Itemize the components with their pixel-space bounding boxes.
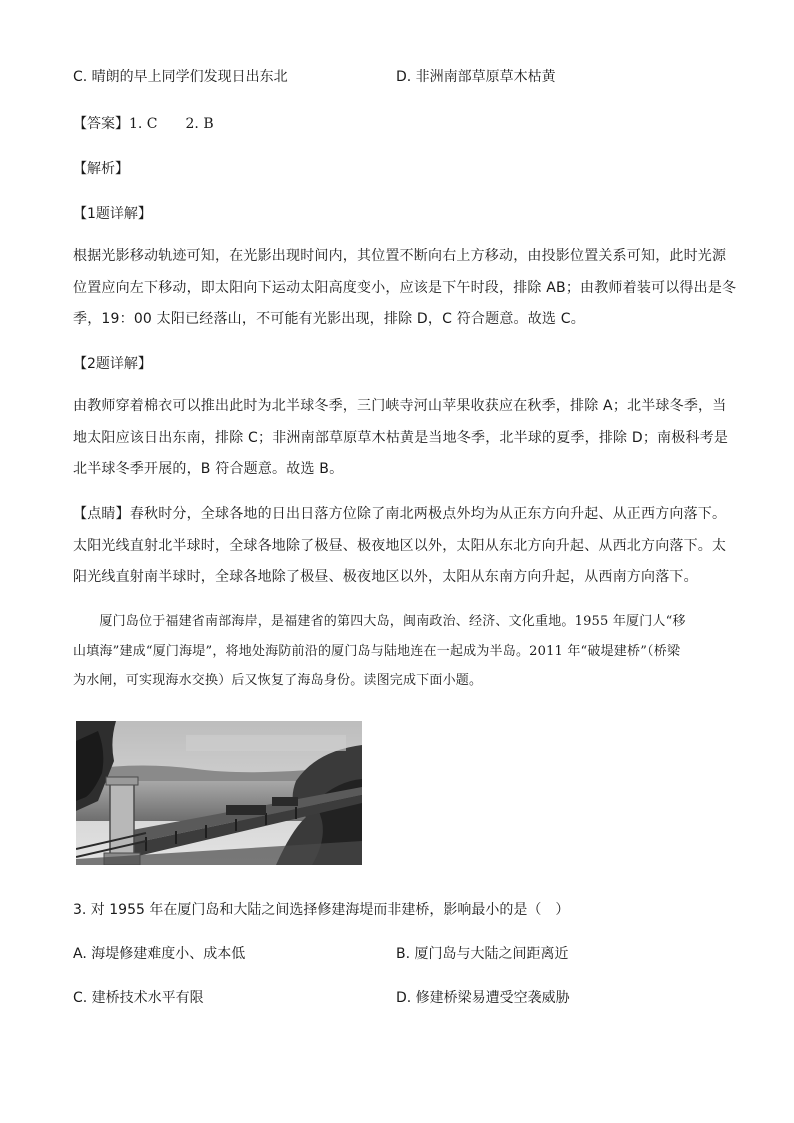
question-3-option-a[interactable]: A. 海堤修建难度小、成本低 <box>73 946 246 962</box>
question-3-option-c[interactable]: C. 建桥技术水平有限 <box>73 990 204 1006</box>
question-3-stem: 3. 对 1955 年在厦门岛和大陆之间选择修建海堤而非建桥，影响最小的是（ ） <box>73 902 570 918</box>
tip-block <box>73 499 727 594</box>
tip-line: 太阳光线直射北半球时，全球各地除了极昼、极夜地区以外，太阳从东北方向升起、从西北方向落下。太 <box>73 537 727 554</box>
reading-passage <box>73 607 723 696</box>
tip-line <box>73 499 727 531</box>
question-3-option-b[interactable]: B. 厦门岛与大陆之间距离近 <box>396 946 569 962</box>
tip-line: 阳光线直射南半球时，全球各地除了极昼、极夜地区以外，太阳从东南方向升起，从西南方向落下。 <box>73 569 698 585</box>
passage-line: 为水闸，可实现海水交换）后又恢复了海岛身份。读图完成下面小题。 <box>73 673 483 688</box>
passage-line: 山填海”建成“厦门海堤”，将地处海防前沿的厦门岛与陆地连在一起成为半岛。2011 年“破堤建桥”（桥梁 <box>73 643 681 659</box>
seawall-photo <box>76 721 362 865</box>
q2-explanation <box>73 391 729 486</box>
answer-line <box>73 113 214 133</box>
seawall-photo-illustration <box>76 721 362 865</box>
option-d-prev: D. 非洲南部草原草木枯黄 <box>396 69 556 85</box>
q2-tag: 【2题详解】 <box>73 356 152 372</box>
passage-line: 厦门岛位于福建省南部海岸，是福建省的第四大岛，闽南政治、经济、文化重地。1955 年厦门人“移 <box>73 614 686 629</box>
q1-line: 位置应向左下移动，即太阳向下运动太阳高度变小，应该是下午时段，排除 AB；由教师着装可以得出是冬 <box>73 279 737 296</box>
analysis-tag: 【解析】 <box>73 161 129 177</box>
q1-line: 季，19：00 太阳已经落山，不可能有光影出现，排除 D，C 符合题意。故选 C。 <box>73 311 585 327</box>
tip-tag: 【点睛】 <box>73 506 130 522</box>
q2-line: 北半球冬季开展的，B 符合题意。故选 B。 <box>73 461 344 477</box>
tip-text: 春秋时分，全球各地的日出日落方位除了南北两极点外均为从正东方向升起、从正西方向落下。 <box>129 506 727 522</box>
question-3-option-d[interactable]: D. 修建桥梁易遭受空袭威胁 <box>396 990 570 1006</box>
q1-line: 根据光影移动轨迹可知，在光影出现时间内，其位置不断向右上方移动，由投影位置关系可知，此时光源 <box>73 248 727 264</box>
q2-line: 由教师穿着棉衣可以推出此时为北半球冬季，三门峡寺河山苹果收获应在秋季，排除 A；北半球冬季，当 <box>73 398 727 414</box>
answer-tag: 【答案】 <box>73 116 129 132</box>
option-c-prev: C. 晴朗的早上同学们发现日出东北 <box>73 69 288 85</box>
q1-explanation <box>73 241 737 336</box>
answer-text: 1. C 2. B <box>129 116 214 132</box>
q1-tag: 【1题详解】 <box>73 206 152 222</box>
q2-line: 地太阳应该日出东南，排除 C；非洲南部草原草木枯黄是当地冬季，北半球的夏季，排除 D；南极科考是 <box>73 429 729 446</box>
